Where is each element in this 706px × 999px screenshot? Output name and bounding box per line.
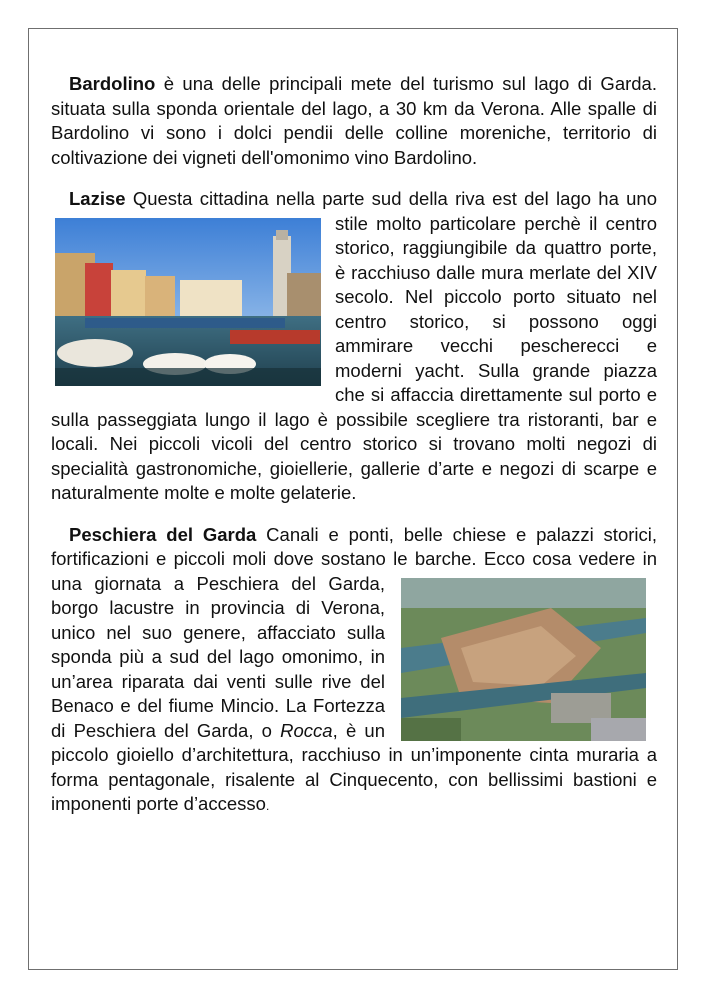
text-lazise-intro: Questa cittadina nella parte sud della riva est del lago	[125, 188, 592, 209]
paragraph-bardolino	[51, 72, 657, 170]
text-bardolino: è una delle principali mete del turismo sul lago di Garda. situata sulla sponda orientale del lago, a 30 km da Verona. Alle spalle di Bardolino vi sono i dolci pendii delle colline moreniche, territorio di coltivazione dei vigneti dell'omonimo vino Bardolino.	[51, 73, 657, 168]
heading-lazise: Lazise	[69, 188, 126, 209]
text-lazise-body: ha uno stile molto particolare perchè il centro storico, raggiungibile da quattro porte, è racchiuso dalle mura merlate del XIV secolo. Nel piccolo porto situato nel centro storico, si possono oggi ammirare vecchi pescherecci e moderni yacht. Sulla grande piazza che si affaccia direttamente sul porto e sulla passeggiata lungo il lago è possibile scegliere tra ristoranti, bar e locali. Nei piccoli vicoli del centro storico si trovano molti negozi di specialità gastronomiche, gioiellerie, gallerie d’arte e negozi di scarpe e naturalmente molte e molte gelaterie.	[51, 188, 657, 503]
paragraph-peschiera	[51, 523, 657, 819]
text-peschiera-intro: Canali e ponti, belle chiese e palazzi storici, fortificazioni e piccoli moli dove sostano le barche.	[51, 523, 658, 569]
text-peschiera-body: Ecco cosa vedere in una giornata a Peschiera del Garda, borgo lacustre in provincia di Verona, unico nel suo genere, affacciato sulla sponda più a sud del lago omonimo, in un’area riparata dai venti sulle rive del Benaco e del fiume Mincio. La Fortezza di Peschiera del Garda, o	[51, 548, 657, 741]
document-body	[51, 72, 657, 836]
heading-bardolino: Bardolino	[69, 73, 156, 94]
text-peschiera-tail: .	[265, 799, 270, 813]
heading-peschiera: Peschiera del Garda	[69, 523, 257, 545]
lazise-harbour-photo	[55, 218, 321, 386]
peschiera-aerial-photo	[401, 578, 646, 741]
paragraph-lazise	[51, 187, 657, 506]
text-rocca: Rocca	[280, 719, 333, 741]
text-peschiera-end: , è un piccolo gioiello d’architettura, racchiuso in un’imponente cinta muraria a forma pentagonale, risalente al Cinquecento, con bellissimi bastioni e imponenti porte d’accesso	[51, 719, 657, 814]
